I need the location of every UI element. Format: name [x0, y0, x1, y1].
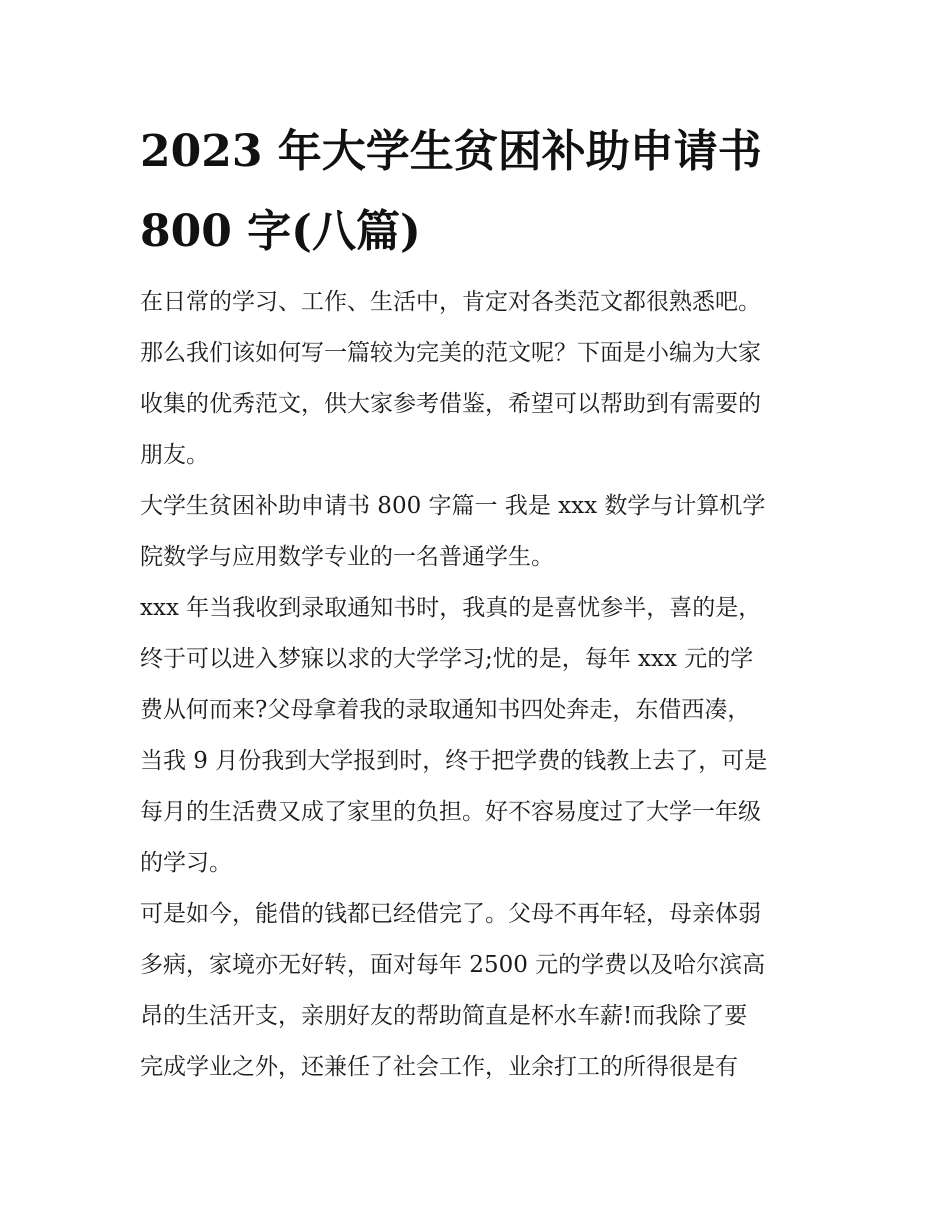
body-line: 朋友。	[140, 442, 209, 468]
body-line: 多病，家境亦无好转，面对每年 2500 元的学费以及哈尔滨高	[140, 952, 766, 978]
body-line: 可是如今，能借的钱都已经借完了。父母不再年轻，母亲体弱	[140, 901, 761, 927]
body-line: xxx 年当我收到录取通知书时，我真的是喜忧参半，喜的是，	[140, 595, 762, 621]
document-body	[140, 277, 830, 1093]
body-line: 昂的生活开支，亲朋好友的帮助简直是杯水车薪!而我除了要	[140, 1003, 748, 1029]
title-line-2: 800 字(八篇)	[140, 206, 421, 257]
body-line: 费从何而来?父母拿着我的录取通知书四处奔走，东借西凑，	[140, 697, 751, 723]
document-title	[140, 112, 820, 272]
body-line: 完成学业之外，还兼任了社会工作，业余打工的所得很是有	[140, 1054, 738, 1080]
body-line: 院数学与应用数学专业的一名普通学生。	[140, 544, 554, 570]
body-line: 每月的生活费又成了家里的负担。好不容易度过了大学一年级	[140, 799, 761, 825]
body-line: 的学习。	[140, 850, 232, 876]
title-line-1: 2023 年大学生贫困补助申请书	[140, 126, 762, 177]
body-line: 大学生贫困补助申请书 800 字篇一 我是 xxx 数学与计算机学	[140, 493, 766, 519]
body-line: 当我 9 月份我到大学报到时，终于把学费的钱教上去了，可是	[140, 748, 768, 774]
body-line: 终于可以进入梦寐以求的大学学习;忧的是，每年 xxx 元的学	[140, 646, 754, 672]
body-line: 那么我们该如何写一篇较为完美的范文呢？下面是小编为大家	[140, 340, 761, 366]
body-line: 收集的优秀范文，供大家参考借鉴，希望可以帮助到有需要的	[140, 391, 761, 417]
body-line: 在日常的学习、工作、生活中，肯定对各类范文都很熟悉吧。	[140, 289, 761, 315]
